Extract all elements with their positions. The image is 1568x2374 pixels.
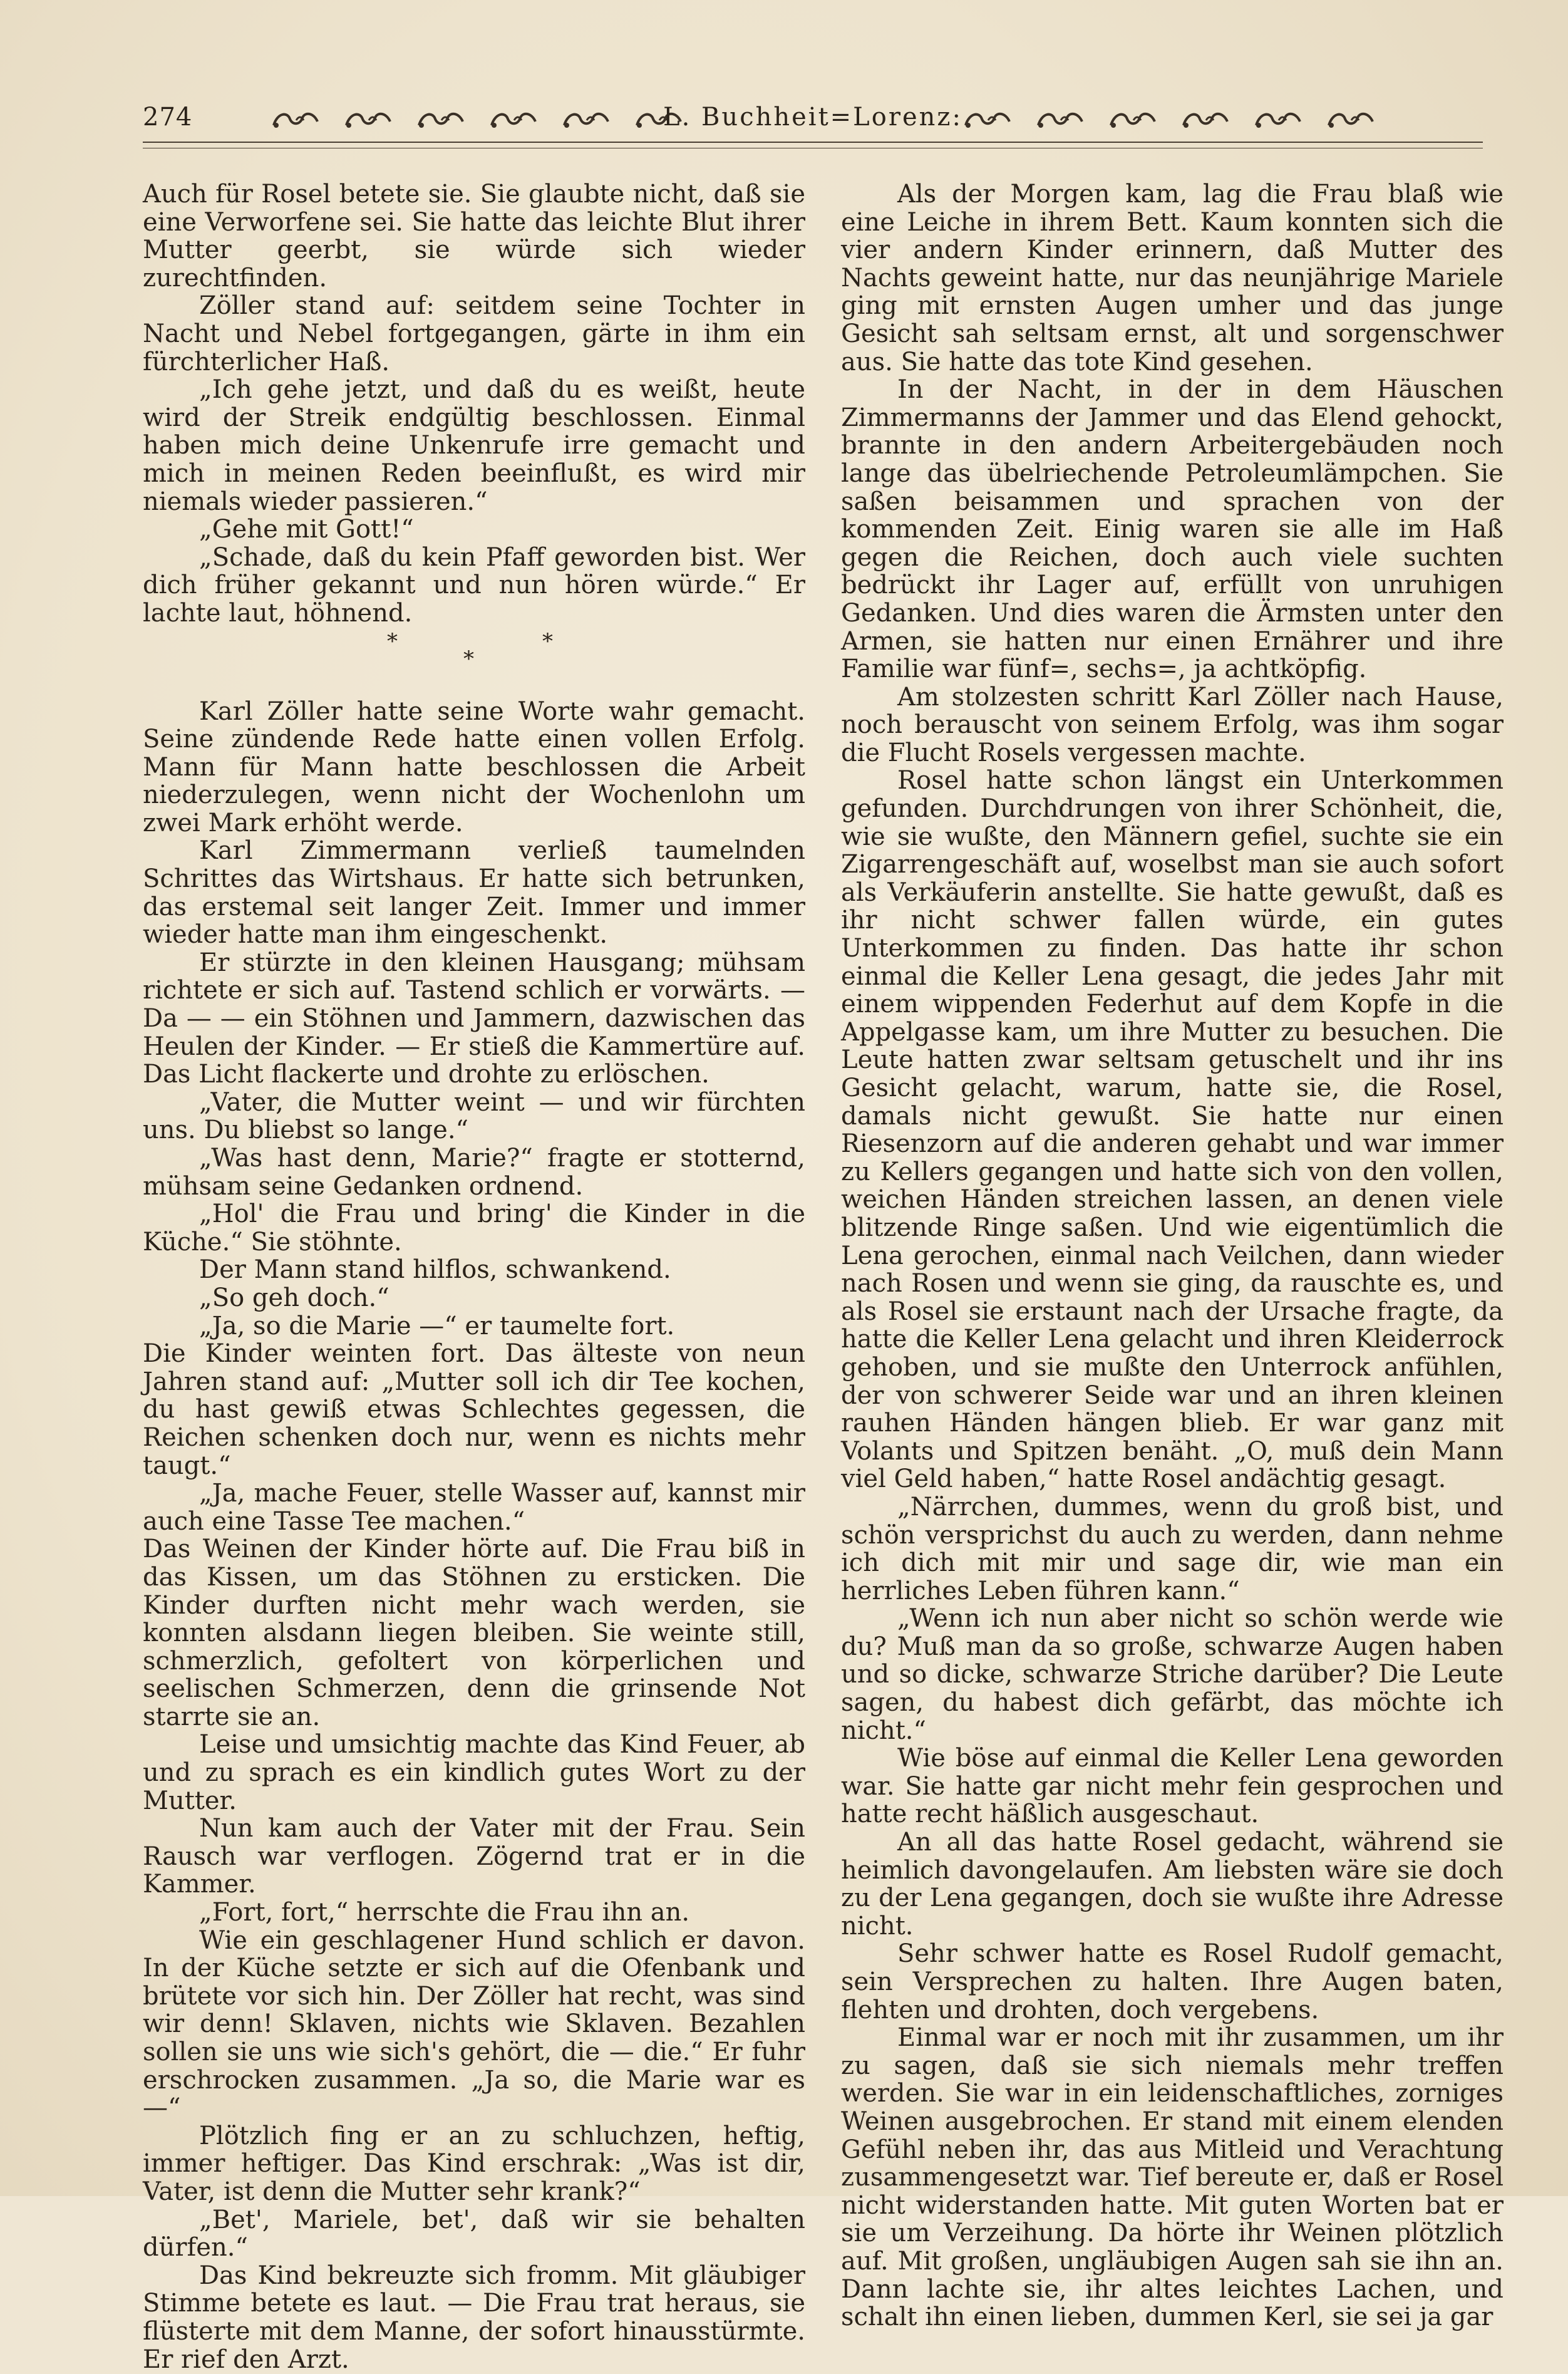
right-column xyxy=(841,180,1504,2331)
paragraph: Nun kam auch der Vater mit der Frau. Sein Rausch war verflogen. Zögernd trat er in die Kammer. xyxy=(143,1814,805,1899)
paragraph: Das Kind bekreuzte sich fromm. Mit gläubiger Stimme betete es laut. — Die Frau trat heraus, sie flüsterte mit dem Manne, der sofort hinausstürmte. Er rief den Arzt. xyxy=(143,2261,805,2374)
page-header xyxy=(143,100,1483,144)
paragraph: „Hol' die Frau und bring' die Kinder in die Küche.“ Sie stöhnte. xyxy=(143,1200,805,1257)
paragraph: „Närrchen, dummes, wenn du groß bist, und schön versprichst du auch zu werden, dann nehme ich dich mit mir und sage dir, wie man ein herrliches Leben führen kann.“ xyxy=(841,1492,1504,1605)
ornament-icon xyxy=(963,108,1012,130)
paragraph: Als der Morgen kam, lag die Frau blaß wie eine Leiche in ihrem Bett. Kaum konnten sich die vier andern Kinder erinnern, daß Mutter des Nachts geweint hatte, nur das neunjährige Mariele ging mit ernsten Augen umher und das junge Gesicht sah seltsam ernst, alt und sorgenschwer aus. Sie hatte das tote Kind gesehen. xyxy=(841,180,1504,376)
paragraph: „Fort, fort,“ herrschte die Frau ihn an. xyxy=(199,1898,690,1927)
running-title: L. Buchheit=Lorenz: xyxy=(663,103,962,132)
ornament-icon xyxy=(1181,108,1230,130)
paragraph: In der Nacht, in der in dem Häuschen Zimmermanns der Jammer und das Elend gehockt, brannte in den andern Arbeitergebäuden noch lange das übelriechende Petroleumlämpchen. Sie saßen beisammen und sprachen von der kommenden Zeit. Einig waren sie alle im Haß gegen die Reichen, doch auch viele suchten bedrückt ihr Lager auf, erfüllt von unruhigen Gedanken. Und dies waren die Ärmsten unter den Armen, sie hatten nur einen Ernährer und ihre Familie war fünf=, sechs=, ja achtköpfig. xyxy=(841,375,1504,684)
paragraph: „Schade, daß du kein Pfaff geworden bist. Wer dich früher gekannt und nun hören würde.“ Er lachte laut, höhnend. xyxy=(143,542,805,628)
header-rule xyxy=(143,142,1483,143)
section-separator xyxy=(143,628,805,698)
paragraph: Zöller stand auf: seitdem seine Tochter in Nacht und Nebel fortgegangen, gärte in ihm ein fürchterlicher Haß. xyxy=(143,291,805,376)
paragraph: Die Kinder weinten fort. Das älteste von neun Jahren stand auf: „Mutter soll ich dir Tee kochen, du hast gewiß etwas Schlechtes gegessen, die Reichen schenken doch nur, wenn es nichts mehr taugt.“ xyxy=(143,1339,805,1480)
paragraph: Am stolzesten schritt Karl Zöller nach Hause, noch berauscht von seinem Erfolg, was ihm sogar die Flucht Rosels vergessen machte. xyxy=(841,682,1504,767)
separator-star: * xyxy=(542,628,553,654)
paragraph: Wie ein geschlagener Hund schlich er davon. In der Küche setzte er sich auf die Ofenbank und brütete vor sich hin. Der Zöller hat recht, was sind wir denn! Sklaven, nichts wie Sklaven. Bezahlen sollen sie uns wie sich's gehört, die — die.“ Er fuhr erschrocken zusammen. „Ja so, die Marie war es —“ xyxy=(143,1926,805,2123)
paragraph: „Was hast denn, Marie?“ fragte er stotternd, mühsam seine Gedanken ordnend. xyxy=(143,1144,805,1201)
paragraph: „Ja, mache Feuer, stelle Wasser auf, kannst mir auch eine Tasse Tee machen.“ xyxy=(143,1479,805,1536)
paragraph: Karl Zöller hatte seine Worte wahr gemacht. Seine zündende Rede hatte einen vollen Erfolg. Mann für Mann hatte beschlossen die Arbeit niederzulegen, wenn nicht der Wochenlohn um zwei Mark erhöht werde. xyxy=(143,697,805,837)
paragraph: Einmal war er noch mit ihr zusammen, um ihr zu sagen, daß sie sich niemals mehr treffen werden. Sie war in ein leidenschaftliches, zorniges Weinen ausgebrochen. Er stand mit einem elenden Gefühl neben ihr, das aus Mitleid und Verachtung zusammengesetzt war. Tief bereute er, daß er Rosel nicht widerstanden hatte. Mit guten Worten bat er sie um Verzeihung. Da hörte ihr Weinen plötzlich auf. Mit großen, ungläubigen Augen sah sie ihn an. Dann lachte sie, ihr altes leichtes Lachen, und schalt ihn einen lieben, dummen Kerl, sie sei ja gar xyxy=(841,2023,1504,2332)
left-column xyxy=(143,180,805,2373)
separator-star: * xyxy=(463,646,474,671)
ornament-icon xyxy=(1254,108,1302,130)
paragraph: „Gehe mit Gott!“ xyxy=(199,515,414,544)
paragraph: Das Weinen der Kinder hörte auf. Die Frau biß in das Kissen, um das Stöhnen zu ersticken. Die Kinder durften nicht mehr wach werden, sie konnten alsdann liegen bleiben. Sie weinte still, schmerzlich, gefoltert von körperlichen und seelischen Schmerzen, denn die grinsende Not starrte sie an. xyxy=(143,1535,805,1731)
paragraph: Leise und umsichtig machte das Kind Feuer, ab und zu sprach es ein kindlich gutes Wort zu der Mutter. xyxy=(143,1730,805,1815)
paragraph: „So geh doch.“ xyxy=(199,1283,389,1312)
paragraph: Auch für Rosel betete sie. Sie glaubte nicht, daß sie eine Verworfene sei. Sie hatte das leichte Blut ihrer Mutter geerbt, sie würde sich wieder zurechtfinden. xyxy=(143,180,805,293)
paragraph: „Ich gehe jetzt, und daß du es weißt, heute wird der Streik endgültig beschlossen. Einmal haben mich deine Unkenrufe irre gemacht und mich in meinen Reden beeinflußt, es wird mir niemals wieder passieren.“ xyxy=(143,375,805,516)
paragraph: Wie böse auf einmal die Keller Lena geworden war. Sie hatte gar nicht mehr fein gesprochen und hatte recht häßlich ausgeschaut. xyxy=(841,1744,1504,1829)
ornament-icon xyxy=(1036,108,1085,130)
paragraph: „Wenn ich nun aber nicht so schön werde wie du? Muß man da so große, schwarze Augen haben und so dicke, schwarze Striche darüber? Die Leute sagen, du habest dich gefärbt, das möchte ich nicht.“ xyxy=(841,1604,1504,1745)
ornament-row-right xyxy=(963,106,1375,132)
paragraph: „Bet', Mariele, bet', daß wir sie behalten dürfen.“ xyxy=(143,2205,805,2263)
paragraph: Der Mann stand hilflos, schwankend. xyxy=(199,1255,671,1285)
separator-star: * xyxy=(387,628,398,654)
paragraph: An all das hatte Rosel gedacht, während sie heimlich davongelaufen. Am liebsten wäre sie doch zu der Lena gegangen, doch sie wußte ihre Adresse nicht. xyxy=(841,1828,1504,1941)
paragraph: „Vater, die Mutter weint — und wir fürchten uns. Du bliebst so lange.“ xyxy=(143,1087,805,1145)
paragraph: Sehr schwer hatte es Rosel Rudolf gemacht, sein Versprechen zu halten. Ihre Augen baten, flehten und drohten, doch vergebens. xyxy=(841,1939,1504,2024)
paragraph: Karl Zimmermann verließ taumelnden Schrittes das Wirtshaus. Er hatte sich betrunken, das erstemal seit langer Zeit. Immer und immer wieder hatte man ihm eingeschenkt. xyxy=(143,836,805,950)
paragraph: Er stürzte in den kleinen Hausgang; mühsam richtete er sich auf. Tastend schlich er vorwärts. — Da — — ein Stöhnen und Jammern, dazwischen das Heulen der Kinder. — Er stieß die Kammertüre auf. Das Licht flackerte und drohte zu erlöschen. xyxy=(143,948,805,1089)
ornament-icon xyxy=(1108,108,1157,130)
page-number: 274 xyxy=(143,103,193,132)
paragraph: Rosel hatte schon längst ein Unterkommen gefunden. Durchdrungen von ihrer Schönheit, die, wie sie wußte, den Männern gefiel, suchte sie ein Zigarrengeschäft auf, woselbst man sie auch sofort als Verkäuferin anstellte. Sie hatte gewußt, daß es ihr nicht schwer fallen würde, ein gutes Unterkommen zu finden. Das hatte ihr schon einmal die Keller Lena gesagt, die jedes Jahr mit einem wippenden Federhut auf dem Kopfe in die Appelgasse kam, um ihre Mutter zu besuchen. Die Leute hatten zwar seltsam getuschelt und ihr ins Gesicht gelacht, warum, hatte sie, die Rosel, damals nicht gewußt. Sie hatte nur einen Riesenzorn auf die anderen gehabt und war immer zu Kellers gegangen und hatte sich von den vollen, weichen Händen streichen lassen, an denen viele blitzende Ringe saßen. Und wie eigentümlich die Lena gerochen, einmal nach Veilchen, dann wieder nach Rosen und wenn sie ging, da rauschte es, und als Rosel sie erstaunt nach der Ursache fragte, da hatte die Keller Lena gelacht und ihren Kleiderrock gehoben, und sie mußte den Unterrock anfühlen, der von schwerer Seide war und an ihren kleinen rauhen Händen hängen blieb. Er war ganz mit Volants und Spitzen benäht. „O, muß dein Mann viel Geld haben,“ hatte Rosel andächtig gesagt. xyxy=(841,766,1504,1494)
paragraph: „Ja, so die Marie —“ er taumelte fort. xyxy=(199,1311,675,1340)
paragraph: Plötzlich fing er an zu schluchzen, heftig, immer heftiger. Das Kind erschrak: „Was ist dir, Vater, ist denn die Mutter sehr krank?“ xyxy=(143,2121,805,2206)
ornament-icon xyxy=(1326,108,1375,130)
